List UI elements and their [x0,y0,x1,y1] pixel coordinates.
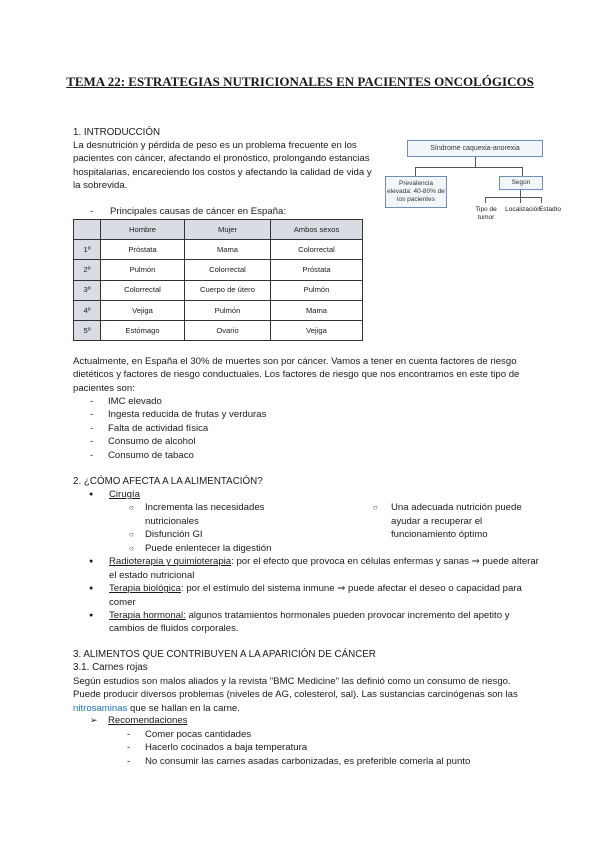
table-row [74,300,363,320]
table-cell: Vejiga [101,300,185,320]
table-cell: Estómago [101,320,185,340]
table-cell: Pulmón [101,260,185,280]
nitrosaminas-link[interactable]: nitrosaminas [73,702,128,714]
recomendaciones-heading: ➢ Recomendaciones [90,715,188,726]
table-cell: Pulmón [271,280,363,300]
diagram-segun-box: Según [499,176,543,190]
table-cell: 1º [74,240,101,260]
table-cell: 4º [74,300,101,320]
table-cell: Ovario [185,320,271,340]
radio-label: Radioterapia y quimioterapia [109,556,232,568]
list-item [73,542,353,555]
causes-list-label: Principales causas de cáncer en España: [110,206,286,217]
list-item [73,501,313,528]
table-cell: 5º [74,320,101,340]
table-row [74,260,363,280]
cirugia-label: Cirugía [109,489,140,500]
diagram-prevalence-box: Prevalencia elevada: 40-80% de los pacientes [385,176,447,208]
list-item: - Falta de actividad física [90,422,390,435]
section-1-heading: 1. INTRODUCCIÓN [73,127,161,138]
section-3-1-heading: 3.1. Carnes rojas [73,662,148,673]
table-header-cell: Mujer [185,220,271,240]
section-2-heading: 2. ¿CÓMO AFECTA A LA ALIMENTACIÓN? [73,476,263,487]
diagram-leaf-tipo: Tipo de tumor [475,206,497,221]
diagram-leaf-estadio: Estadío [538,206,562,213]
list-item: - Consumo de tabaco [90,449,390,462]
table-header-cell: Hombre [101,220,185,240]
intro-paragraph: La desnutrición y pérdida de peso es un problema frecuente en los pacientes con cáncer, afectando el pronóstico, prolongando estancias hospitalarias, encareciendo los costos y afectando la calidad de vida y la sobrevida. [73,140,372,192]
radio-text: : por el efecto que provoca en células enfermas y sanas ⇒ puede alterar el estado nutricional [109,556,539,581]
carnes-text-b: que se hallan en la carne. [127,702,240,714]
table-row [74,240,363,260]
carnes-text-a: Según estudios son malos aliados y la revista "BMC Medicine" las definió como un consumo de riesgo. Puede producir diversos problemas (niveles de AG, colesterol, sal). Las sustancias carcinógenas son las [73,676,518,701]
table-cell: 3º [74,280,101,300]
table-header-cell [74,220,101,240]
table-cell: Próstata [101,240,185,260]
page-title: TEMA 22: ESTRATEGIAS NUTRICIONALES EN PACIENTES ONCOLÓGICOS [66,74,534,89]
table-header-cell: Ambos sexos [271,220,363,240]
table-cell: Mama [271,300,363,320]
table-cell: 2º [74,260,101,280]
table-cell: Pulmón [185,300,271,320]
table-cell: Colorrectal [101,280,185,300]
table-cell: Cuerpo de útero [185,280,271,300]
causes-list-item: - Principales causas de cáncer en España: [90,206,286,217]
list-item-text: Disfunción GI [145,529,203,541]
list-item: - Hacerlo cocinados a baja temperatura [127,741,537,754]
table-row [74,320,363,340]
diagram-top-box: Síndrome caquexia-anorexia [407,140,543,157]
section-3-heading: 3. ALIMENTOS QUE CONTRIBUYEN A LA APARICIÓN DE CÁNCER [73,649,376,660]
section-2-body [73,488,543,636]
list-item-text: Puede enlentecer la digestión [145,542,272,554]
carnes-paragraph [73,675,533,715]
cirugia-note: ○ Una adecuada nutrición puede ayudar a recuperar el funcionamiento óptimo [373,502,522,541]
list-item-text: Incrementa las necesidades nutricionales [145,502,265,527]
table-cell: Colorrectal [185,260,271,280]
list-item: - Consumo de alcohol [90,435,390,448]
bio-text: : por el estímulo del sistema inmune ⇒ puede afectar el deseo o capacidad para comer [109,583,522,608]
list-item: - Ingesta reducida de frutas y verduras [90,408,390,421]
table-cell: Próstata [271,260,363,280]
recomendaciones-list [127,728,537,768]
risk-factors-list [90,395,390,462]
list-item: - IMC elevado [90,395,390,408]
caquexia-diagram [375,137,562,232]
recomendaciones-label: Recomendaciones [108,715,188,726]
list-item [73,528,313,541]
list-item: - No consumir las carnes asadas carbonizadas, es preferible comerla al punto [127,755,537,768]
horm-label: Terapia hormonal: [109,610,186,622]
table-cell: Mama [185,240,271,260]
table-header-row [74,220,363,240]
diagram-leaf-localizacion: Localización [505,206,541,213]
table-cell: Colorrectal [271,240,363,260]
bio-label: Terapia biológica [109,583,181,595]
list-item: - Comer pocas cantidades [127,728,537,741]
table-row [74,280,363,300]
table-cell: Vejiga [271,320,363,340]
cirugia-note-text: Una adecuada nutrición puede ayudar a recuperar el funcionamiento óptimo [391,502,522,541]
cancer-causes-table [73,219,363,341]
risk-paragraph: Actualmente, en España el 30% de muertes son por cáncer. Vamos a tener en cuenta factores de riesgo dietéticos y factores de riesgo conductuales. Los factores de riesgo que nos encontramos en este tipo de pacientes son: [73,356,520,394]
horm-text: algunos tratamientos hormonales pueden provocar incremento del apetito y cambios de fluidos corporales. [109,610,510,635]
